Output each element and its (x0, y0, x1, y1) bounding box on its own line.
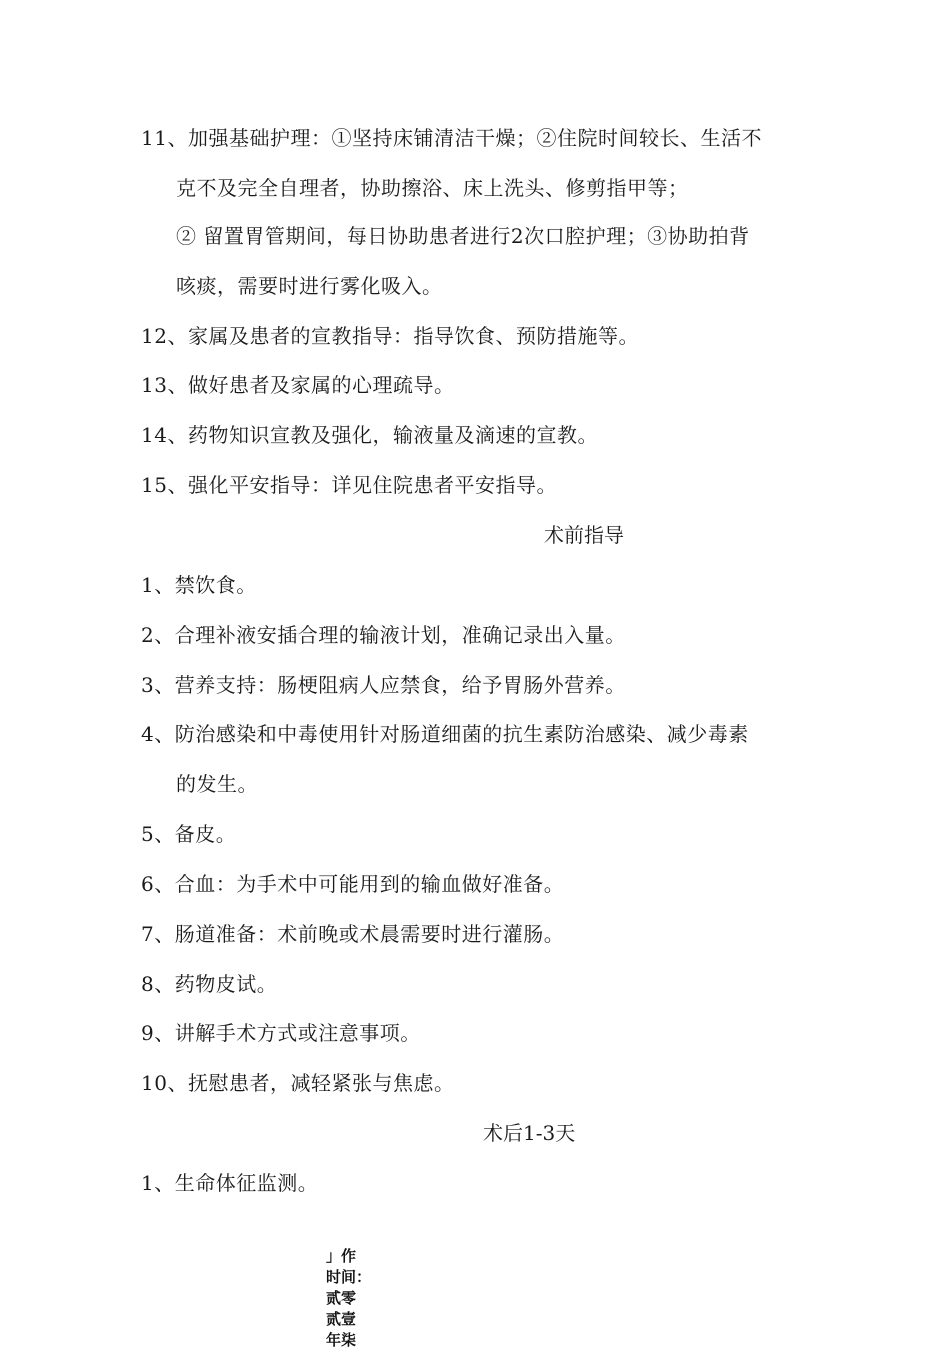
footer-note-line: 年柒 (326, 1331, 357, 1349)
text-line: 14、药物知识宣教及强化，输液量及滴速的宣教。 (141, 423, 598, 447)
list-item: 4、防治感染和中毒使用针对肠道细菌的抗生素防治感染、减少毒素 (141, 722, 749, 746)
section-title-postop: 术后1-3天 (483, 1121, 576, 1145)
list-item: 5、备皮。 (141, 822, 237, 846)
list-item: 8、药物皮试。 (141, 972, 278, 996)
footer-note-line: 贰零 (326, 1289, 357, 1307)
list-item: 7、肠道准备：术前晚或术晨需要时进行灌肠。 (141, 922, 565, 946)
text-line: 咳痰，需要时进行雾化吸入。 (176, 274, 443, 298)
text-line: 11、加强基础护理：①坚持床铺清洁干燥；②住院时间较长、生活不 (141, 126, 762, 150)
list-item: 3、营养支持：肠梗阻病人应禁食，给予胃肠外营养。 (141, 673, 626, 697)
footer-note-line: 贰壹 (326, 1310, 357, 1328)
text-line: 12、家属及患者的宣教指导：指导饮食、预防措施等。 (141, 324, 639, 348)
list-item: 1、生命体征监测。 (141, 1171, 319, 1195)
footer-note (326, 1246, 372, 1351)
list-item: 9、讲解手术方式或注意事项。 (141, 1021, 421, 1045)
text-line: ② 留置胃管期间，每日协助患者进行2次口腔护理；③协助拍背 (176, 224, 750, 248)
list-item: 2、合理补液安插合理的输液计划，准确记录出入量。 (141, 623, 626, 647)
text-line: 克不及完全自理者，协助擦浴、床上洗头、修剪指甲等； (176, 176, 689, 200)
footer-note-line: 」作 (326, 1247, 357, 1265)
list-item: 6、合血：为手术中可能用到的输血做好准备。 (141, 872, 565, 896)
list-item: 的发生。 (176, 772, 258, 796)
text-line: 15、强化平安指导：详见住院患者平安指导。 (141, 473, 557, 497)
list-item: 10、抚慰患者，减轻紧张与焦虑。 (141, 1071, 455, 1095)
section-title-preop: 术前指导 (544, 523, 624, 547)
footer-note-line: 时间： (326, 1268, 372, 1286)
text-line: 13、做好患者及家属的心理疏导。 (141, 373, 455, 397)
list-item: 1、禁饮食。 (141, 573, 257, 597)
